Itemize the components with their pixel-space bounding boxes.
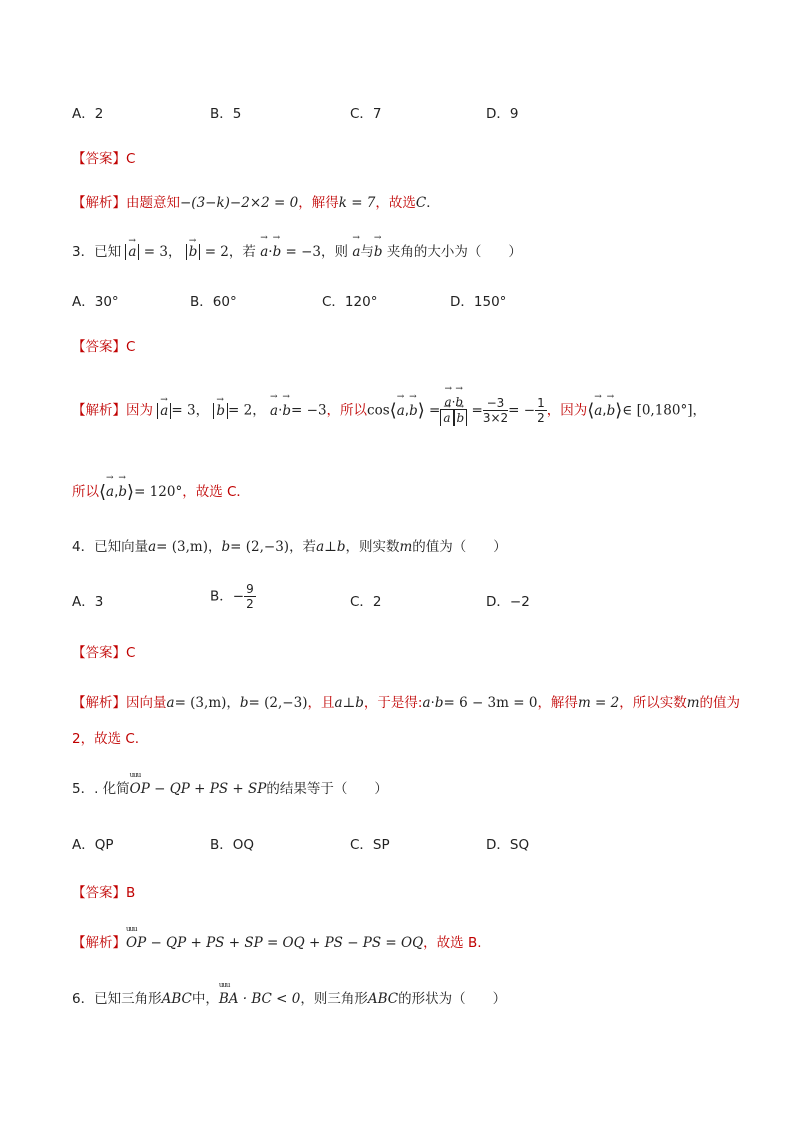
vector-a: → a	[260, 244, 268, 260]
answer-value: C	[126, 645, 136, 661]
var-b: b	[221, 539, 231, 555]
answer-label: 【答案】	[72, 339, 126, 355]
expl-text: ．	[426, 195, 440, 211]
expl-text: ，所以	[326, 402, 368, 419]
math: = (2,−3)	[248, 695, 308, 711]
math: = 2	[228, 402, 253, 419]
var-a: a	[148, 539, 157, 555]
math: ∈ [0,180°]	[622, 402, 693, 419]
q4-option-a: A．3	[72, 594, 104, 610]
abs-b	[213, 403, 228, 419]
vector-a: → a	[106, 484, 114, 500]
angle-bracket: ⟩	[417, 400, 425, 421]
q4-option-d: D．−2	[486, 594, 530, 610]
frac-num: −3	[483, 396, 508, 411]
q4-explanation: 【解析】因向量a= (3,m)，b= (2,−3)，且a⊥b，于是得:a·b= 6 − 3m = 0，解得m = 2，所以实数m的值为	[72, 695, 741, 711]
expl-equation: −(3−k)−2×2 = 0	[180, 195, 299, 211]
var-a: a	[166, 695, 175, 711]
angle-bracket: ⟩	[127, 481, 135, 503]
expl-text: 因为	[126, 402, 153, 419]
question-number: 5．. 化简	[72, 781, 130, 797]
math: = −3	[285, 244, 322, 260]
var-a: a	[334, 695, 343, 711]
vector-expression: uuu OP − QP + PS + SP = OQ + PS − PS = OQ	[126, 935, 423, 951]
explanation-label: 【解析】	[72, 195, 126, 211]
q4-option-c: C．2	[350, 594, 382, 610]
var-m: m	[399, 539, 413, 555]
fraction	[483, 396, 508, 425]
vector-a: → a	[443, 410, 450, 426]
triangle-name: ABC	[161, 991, 192, 1007]
q4-option-b	[210, 582, 256, 611]
triangle-name: ABC	[367, 991, 399, 1007]
text: B．−	[210, 588, 245, 605]
angle-bracket: ⟩	[615, 400, 623, 421]
expl-text: 由题意知	[126, 195, 180, 211]
vector-a: → a	[444, 395, 451, 409]
q6-stem	[72, 987, 506, 1007]
abs-a	[157, 403, 171, 419]
vector-b: → b	[409, 403, 418, 419]
explanation-label: 【解析】	[72, 935, 126, 951]
q3-option-d: D．150°	[450, 294, 507, 310]
text: 与	[360, 244, 374, 260]
q5-answer	[72, 881, 135, 901]
q5-option-b: B．OQ	[210, 837, 255, 853]
text: 的结果等于（ ）	[266, 781, 388, 797]
var-a: a	[422, 695, 431, 711]
question-number: 6．已知三角形	[72, 991, 162, 1007]
abs-a	[440, 410, 453, 426]
math: ⊥	[324, 539, 337, 555]
text: ，则	[321, 244, 349, 260]
expl-choice: C	[415, 195, 427, 211]
frac-num: → a·→ b	[440, 395, 467, 410]
explanation-label: 【解析】	[72, 695, 126, 711]
math: ⊥	[342, 695, 356, 711]
q4-explanation-line2: 2，故选 C.	[72, 731, 140, 747]
vector-expression: uuu OP − QP + PS + SP	[130, 781, 267, 797]
q5-stem	[72, 777, 388, 797]
math: = 3	[143, 244, 168, 260]
q3-stem	[72, 240, 522, 260]
math: = −	[508, 402, 536, 419]
vector-b: → b	[457, 410, 465, 426]
math: = (3,m)	[174, 695, 227, 711]
var-b: b	[239, 695, 249, 711]
q3-explanation: 【解析】因为 → a = 3， → b = 2， → a·→ b= −3，所以cos⟨→ a,→ b⟩ = → a·→ b → a→ b = $\frac{-3}{3\times 2}$ = − $\frac{1}{2}$ ，因为⟨→ a,→ b⟩∈ [0,180°]，	[72, 395, 706, 426]
math: cos	[367, 402, 390, 419]
vector-b: → b	[189, 244, 198, 260]
vector-a: → a	[397, 403, 405, 419]
fraction	[440, 395, 467, 426]
math: = −3	[291, 402, 327, 419]
answer-label: 【答案】	[72, 885, 126, 901]
q5-explanation	[72, 931, 482, 951]
answer-value: C	[126, 151, 136, 167]
angle-bracket: ⟨	[587, 400, 595, 421]
var-b: b	[434, 695, 444, 711]
angle-bracket: ⟨	[389, 400, 397, 421]
q2-option-a: A．2	[72, 106, 104, 122]
q3-answer	[72, 335, 135, 355]
frac-num: 9	[246, 582, 254, 596]
text: 夹角的大小为（ ）	[386, 244, 522, 260]
q5-option-a: A．QP	[72, 837, 114, 853]
var-b: b	[336, 539, 346, 555]
q3-explanation-line2: 所以⟨→ a,→ b⟩= 120°，故选 C．	[72, 480, 250, 503]
expl-text: ，因为	[546, 402, 588, 419]
answer-value: B	[126, 885, 136, 901]
angle-bracket: ⟨	[99, 481, 107, 503]
answer-value: C	[126, 339, 136, 355]
expl-text: ，且	[307, 695, 335, 711]
vector-b: → b	[607, 403, 616, 419]
vector-a: → a	[352, 244, 360, 260]
q3-option-a: A．30°	[72, 294, 119, 310]
text: 的值为（ ）	[412, 539, 507, 555]
abs-b	[454, 410, 468, 426]
expl-text: ，解得	[298, 195, 339, 211]
expl-text: 所以	[72, 484, 99, 500]
vector-a: → a	[270, 403, 278, 419]
vector-a: → a	[594, 403, 602, 419]
frac-num: 1	[537, 396, 545, 410]
q2-answer	[72, 147, 135, 167]
math: m = 2	[577, 695, 620, 711]
fraction	[535, 396, 547, 425]
text: ，若	[228, 244, 256, 260]
expl-text: ，故选 B.	[423, 935, 482, 951]
expl-text: ，解得	[537, 695, 578, 711]
vector-b: → b	[273, 244, 282, 260]
expl-text: 的值为	[699, 695, 741, 711]
text: ，则三角形	[300, 991, 368, 1007]
q2-option-c: C．7	[350, 106, 382, 122]
q3-option-c: C．120°	[322, 294, 378, 310]
vector-condition: uuu BA · BC < 0	[219, 991, 301, 1007]
text: ，则实数	[345, 539, 400, 555]
vector-b: → b	[455, 395, 463, 409]
math: = 120°	[134, 484, 183, 500]
vector-a: → a	[128, 244, 136, 260]
frac-den: 3×2	[482, 411, 509, 425]
math: = (3,m)	[156, 539, 208, 555]
text: ，若	[289, 539, 317, 555]
text: ，	[167, 244, 182, 260]
math: = 6 − 3m = 0	[443, 695, 538, 711]
expl-text: ，于是得:	[363, 695, 423, 711]
vector-b: → b	[374, 244, 383, 260]
expl-text: ，故选	[375, 195, 416, 211]
math: = (2,−3)	[230, 539, 290, 555]
question-number: 3．已知	[72, 244, 122, 260]
answer-label: 【答案】	[72, 151, 126, 167]
q5-option-c: C．SP	[350, 837, 390, 853]
expl-text: ，所以实数	[619, 695, 687, 711]
q4-answer	[72, 641, 135, 661]
vector-b: → b	[118, 484, 127, 500]
q5-option-d: D．SQ	[486, 837, 530, 853]
var-m: m	[686, 695, 700, 711]
explanation-label: 【解析】	[72, 402, 126, 419]
frac-den	[440, 410, 467, 426]
math: = 2	[204, 244, 229, 260]
var-a: a	[316, 539, 325, 555]
expl-text: 因向量	[126, 695, 167, 711]
expl-text: ，故选 C．	[182, 484, 250, 500]
text: 中，	[191, 991, 219, 1007]
expl-equation: k = 7	[338, 195, 376, 211]
fraction	[244, 582, 256, 611]
vector-b: → b	[282, 403, 291, 419]
vector-a: → a	[160, 403, 168, 419]
answer-label: 【答案】	[72, 645, 126, 661]
q2-option-b: B．5	[210, 106, 242, 122]
q4-stem: 4．已知向量a= (3,m)，b= (2,−3)，若a⊥b，则实数m的值为（ ）	[72, 539, 507, 555]
q3-option-b: B．60°	[190, 294, 237, 310]
abs-a	[125, 244, 139, 260]
math: = 3	[171, 402, 196, 419]
question-number: 4．已知向量	[72, 539, 149, 555]
math: ·	[268, 244, 273, 260]
q2-option-d: D．9	[486, 106, 519, 122]
var-b: b	[355, 695, 364, 711]
abs-b	[186, 244, 201, 260]
q2-explanation	[72, 191, 440, 211]
vector-b: → b	[216, 403, 225, 419]
frac-den: 2	[537, 411, 545, 425]
text: 的形状为（ ）	[398, 991, 507, 1007]
frac-den: 2	[246, 597, 254, 611]
